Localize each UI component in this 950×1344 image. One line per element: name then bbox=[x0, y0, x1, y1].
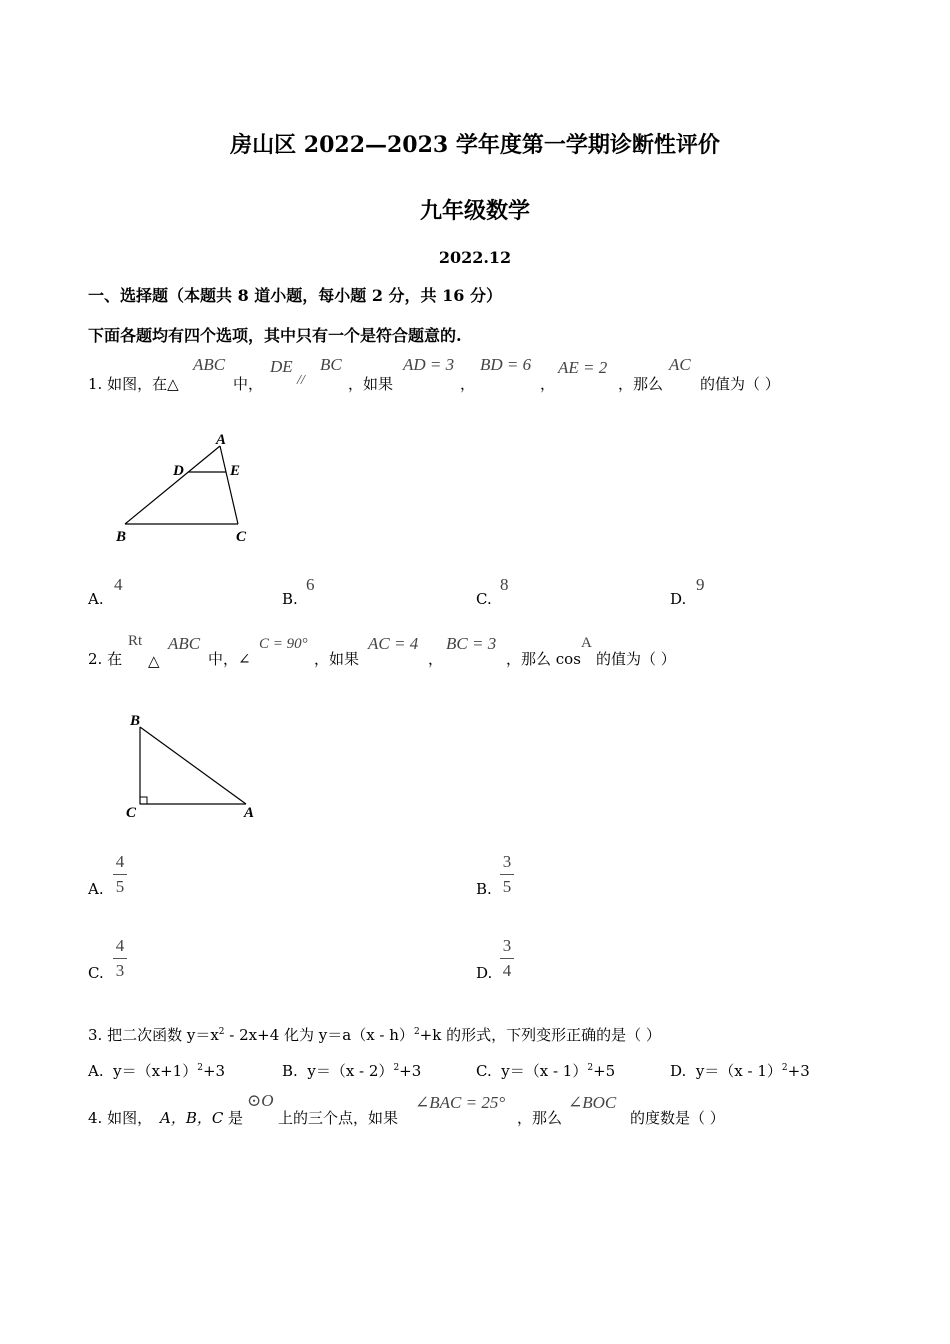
q3-option-b-label: B. bbox=[282, 1062, 298, 1080]
q2-option-a-numerator: 4 bbox=[115, 852, 125, 871]
q1-label-e: E bbox=[230, 463, 241, 479]
q3-option-b-expr: y＝（x - 2） bbox=[307, 1062, 394, 1080]
q3-option-d-expr: y＝（x - 1） bbox=[695, 1062, 782, 1080]
q1-text: ， bbox=[460, 375, 476, 393]
q3-option-c-tail: +5 bbox=[593, 1062, 616, 1080]
q1-math-bd: BD = 6 bbox=[480, 355, 532, 374]
q3-option-a-expr: y＝（x+1） bbox=[113, 1062, 198, 1080]
q2-triangle-symbol: △ bbox=[148, 652, 160, 670]
q1-math-abc: ABC bbox=[193, 355, 226, 374]
q3-option-a-tail: +3 bbox=[202, 1062, 226, 1080]
q3-option-b-tail: +3 bbox=[399, 1062, 422, 1080]
q3-option-a-exp: 2 bbox=[197, 1063, 203, 1073]
q2-side-ab bbox=[140, 727, 246, 804]
q2-option-c-label[interactable]: C. bbox=[88, 964, 104, 982]
q3-option-d-tail: +3 bbox=[787, 1062, 810, 1080]
q4-text: 上的三个点，如果 bbox=[278, 1109, 399, 1127]
q1-label-b: B bbox=[116, 529, 127, 545]
q2-option-d-numerator: 3 bbox=[502, 936, 512, 955]
q1-label-a: A bbox=[216, 432, 227, 448]
fraction-bar bbox=[113, 958, 127, 959]
q2-text: ，如果 bbox=[314, 650, 360, 668]
q1-label-d: D bbox=[173, 463, 184, 479]
q3-text-pre: 3. 把二次函数 y＝x bbox=[88, 1026, 219, 1044]
q1-triangle-figure bbox=[110, 428, 270, 548]
fraction-bar bbox=[500, 958, 514, 959]
q1-option-b-value[interactable]: 6 bbox=[306, 575, 315, 594]
q2-option-a-label[interactable]: A. bbox=[88, 880, 104, 898]
q2-math-abc: ABC bbox=[168, 634, 201, 653]
q3-option-d-exp: 2 bbox=[781, 1063, 788, 1073]
section-instruction: 下面各题均有四个选项，其中只有一个是符合题意的. bbox=[88, 326, 462, 345]
q2-option-d-denominator: 4 bbox=[502, 961, 512, 980]
q1-side-ab bbox=[125, 446, 220, 524]
q2-right-angle-mark bbox=[140, 797, 147, 804]
q1-text: 的值为（ ） bbox=[700, 375, 780, 393]
q1-math-bc: BC bbox=[320, 355, 342, 374]
q3-option-a-label: A. bbox=[88, 1062, 104, 1080]
q2-text: ，那么 cos bbox=[506, 650, 581, 668]
q3-option-a[interactable] bbox=[88, 1060, 225, 1081]
q2-label-c: C bbox=[126, 805, 137, 821]
q2-option-b-denominator: 5 bbox=[502, 877, 512, 896]
q3-option-c-label: C. bbox=[476, 1062, 492, 1080]
q1-number: 1. 如图，在△ bbox=[88, 375, 179, 393]
q4-text: ，那么 bbox=[517, 1109, 563, 1127]
q3-option-d[interactable] bbox=[670, 1060, 810, 1081]
q2-math-bc: BC = 3 bbox=[446, 634, 497, 653]
q1-math-ad: AD = 3 bbox=[403, 355, 455, 374]
q1-text: ，那么 bbox=[618, 375, 664, 393]
fraction-bar bbox=[500, 874, 514, 875]
q2-math-ac: AC = 4 bbox=[368, 634, 419, 653]
page-title: 房山区 2022—2023 学年度第一学期诊断性评价 bbox=[230, 132, 720, 158]
q2-option-c-denominator: 3 bbox=[115, 961, 125, 980]
q2-option-d-label[interactable]: D. bbox=[476, 964, 493, 982]
q2-right-triangle-figure bbox=[120, 710, 270, 825]
q2-option-a-fraction[interactable] bbox=[113, 852, 127, 897]
q2-option-b-fraction[interactable] bbox=[500, 852, 514, 897]
q4-math-circle-o: ⊙O bbox=[247, 1091, 274, 1110]
q1-parallel: // bbox=[297, 373, 305, 388]
q1-option-c-value[interactable]: 8 bbox=[500, 575, 509, 594]
q3-option-c-exp: 2 bbox=[587, 1063, 594, 1073]
q3-option-b-exp: 2 bbox=[393, 1063, 400, 1073]
q1-text: ， bbox=[540, 375, 556, 393]
q2-text: 的值为（ ） bbox=[596, 650, 676, 668]
q3-option-c[interactable] bbox=[476, 1060, 615, 1081]
q1-math-ae: AE = 2 bbox=[558, 358, 608, 377]
q1-option-a-value[interactable]: 4 bbox=[114, 575, 123, 594]
q2-label-a: A bbox=[244, 805, 255, 821]
q1-option-d-value[interactable]: 9 bbox=[696, 575, 705, 594]
q2-option-b-label[interactable]: B. bbox=[476, 880, 492, 898]
q2-math-a: A bbox=[581, 635, 592, 651]
q3-option-b[interactable] bbox=[282, 1060, 421, 1081]
q4-text: 的度数是（ ） bbox=[630, 1109, 725, 1127]
q3-text-mid: - 2x+4 化为 y＝a（x - h） bbox=[224, 1026, 414, 1044]
q4-math-boc: ∠BOC bbox=[568, 1093, 617, 1112]
fraction-bar bbox=[113, 874, 127, 875]
q2-option-d-fraction[interactable] bbox=[500, 936, 514, 981]
q2-text: ， bbox=[428, 650, 444, 668]
page-subtitle: 九年级数学 bbox=[419, 198, 530, 224]
q1-text: ，如果 bbox=[348, 375, 394, 393]
question-3 bbox=[88, 1024, 661, 1045]
exam-date: 2022.12 bbox=[438, 248, 512, 267]
q4-points: A，B，C bbox=[160, 1109, 224, 1127]
q2-math-rt: Rt bbox=[128, 633, 143, 649]
q4-text: 是 bbox=[228, 1109, 244, 1127]
q3-exponent: 2 bbox=[218, 1027, 225, 1037]
q1-option-a-label[interactable]: A. bbox=[88, 590, 104, 608]
section-heading: 一、选择题（本题共 8 道小题，每小题 2 分，共 16 分） bbox=[88, 286, 502, 305]
q3-text-post: +k 的形式，下列变形正确的是（ ） bbox=[419, 1026, 661, 1044]
q1-math-de: DE bbox=[270, 357, 293, 376]
q1-side-ac bbox=[220, 446, 241, 524]
q2-number: 2. 在 bbox=[88, 650, 123, 668]
q1-option-d-label[interactable]: D. bbox=[670, 590, 687, 608]
q2-math-c90: C = 90° bbox=[259, 636, 308, 652]
q1-option-b-label[interactable]: B. bbox=[282, 590, 298, 608]
q1-option-c-label[interactable]: C. bbox=[476, 590, 492, 608]
q4-number: 4. 如图， bbox=[88, 1109, 153, 1127]
q1-text: 中， bbox=[233, 375, 264, 393]
q2-option-c-fraction[interactable] bbox=[113, 936, 127, 981]
q3-option-d-label: D. bbox=[670, 1062, 687, 1080]
q3-option-c-expr: y＝（x - 1） bbox=[501, 1062, 588, 1080]
q3-exponent: 2 bbox=[413, 1027, 420, 1037]
q1-label-c: C bbox=[236, 529, 247, 545]
q2-option-a-denominator: 5 bbox=[115, 877, 125, 896]
q2-option-c-numerator: 4 bbox=[115, 936, 125, 955]
q2-label-b: B bbox=[130, 713, 141, 729]
q2-option-b-numerator: 3 bbox=[502, 852, 512, 871]
q2-text: 中，∠ bbox=[208, 650, 251, 668]
q4-math-bac: ∠BAC = 25° bbox=[415, 1093, 506, 1112]
q1-math-ac: AC bbox=[669, 355, 691, 374]
